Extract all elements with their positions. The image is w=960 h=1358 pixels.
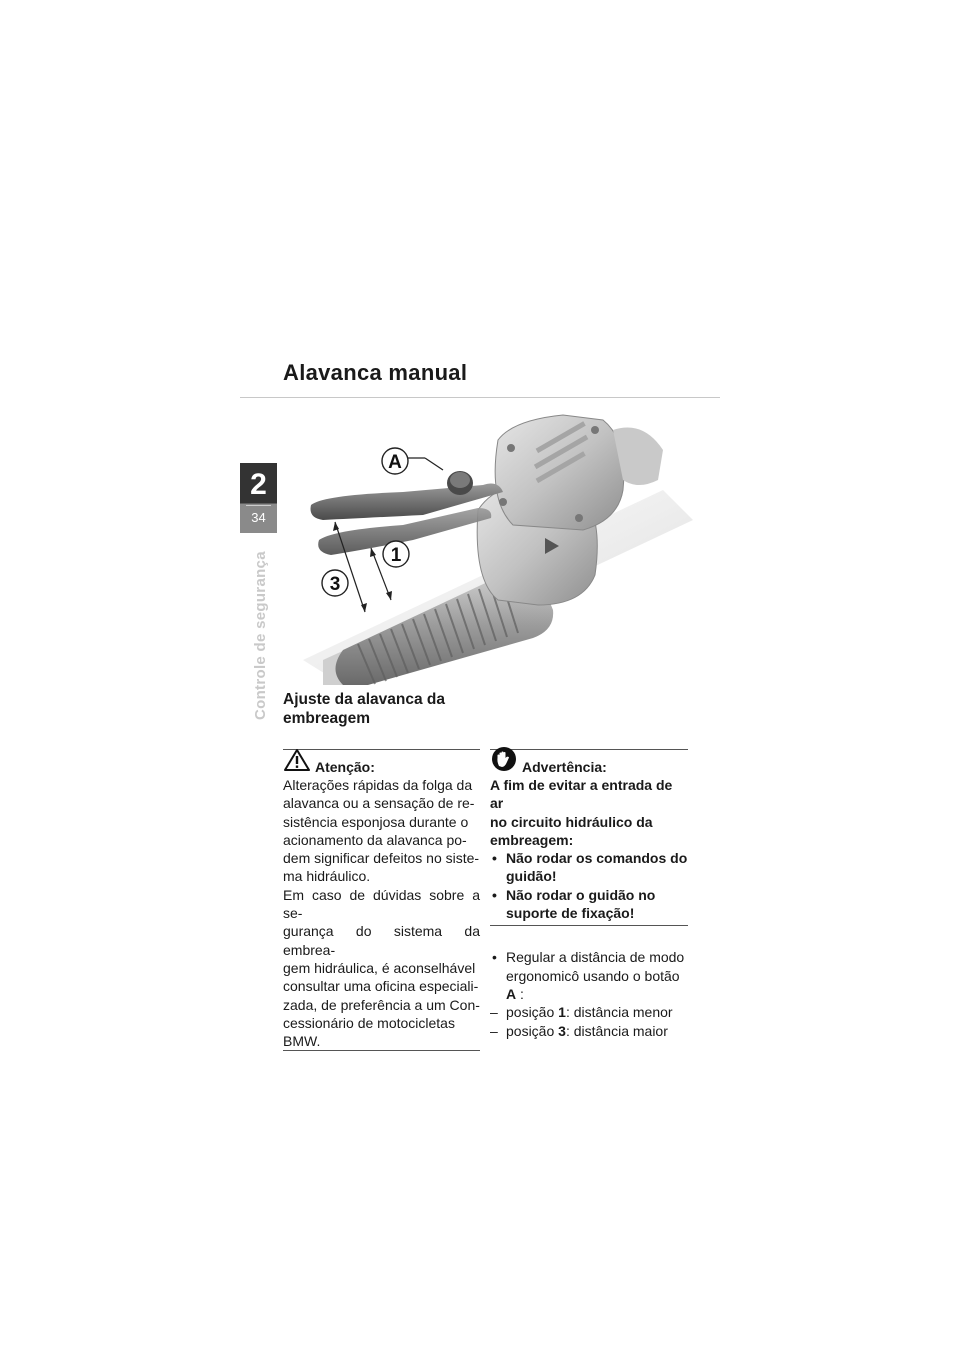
chapter-tab: [240, 463, 277, 533]
instruction-text: Regular a distância de modo ergonomicô usando o botão: [506, 949, 685, 984]
position-text: : distância menor: [565, 1004, 673, 1021]
chapter-side-label: Controle de segurança: [252, 551, 269, 720]
callout-a: [382, 448, 408, 474]
handlebar-illustration: [283, 400, 720, 685]
chapter-number: 2: [250, 468, 267, 501]
warning-list-item: • Não rodar os comandos do guidão!: [490, 849, 688, 886]
warning-intro-line: embreagem:: [490, 831, 574, 848]
position-item: [490, 1022, 688, 1040]
position-prefix: posição: [506, 1022, 559, 1039]
warning-list-item: • Não rodar o guidão no suporte de fixação!: [490, 886, 688, 923]
position-key: 1: [558, 1004, 566, 1021]
adjuster-knob: [447, 471, 473, 495]
page-title: Alavanca manual: [283, 360, 468, 385]
warning-intro-line: A fim de evitar a entrada de ar: [490, 777, 673, 812]
warning-label: Advertência:: [522, 759, 607, 775]
position-item: [490, 1003, 688, 1021]
callout-1-label: 1: [390, 545, 402, 566]
warning-intro: [490, 776, 688, 849]
attention-line: gem hidráulica, é aconselhável: [283, 959, 476, 976]
warning-column: [490, 749, 688, 1040]
position-text: : distância maior: [565, 1022, 668, 1039]
page-number: 34: [251, 510, 266, 525]
attention-line: acionamento da alavanca po-: [283, 831, 467, 848]
clutch-lever: [311, 484, 504, 555]
attention-line: alavanca ou a sensação de re-: [283, 795, 475, 812]
attention-line: consultar uma oficina especiali-: [283, 978, 479, 995]
attention-line: zada, de preferência a um Con-: [283, 996, 480, 1013]
position-list: [490, 1003, 688, 1040]
stop-hand-icon: [490, 746, 518, 776]
attention-box: [283, 749, 480, 1051]
attention-bottom-rule: [283, 1050, 480, 1051]
chapter-divider: [246, 505, 271, 506]
attention-line: Alterações rápidas da folga da: [283, 777, 473, 793]
attention-line: cessionário de motocicletas: [283, 1014, 455, 1031]
attention-line: sistência esponjosa durante o: [283, 813, 469, 830]
instruction-key: A: [506, 985, 517, 1002]
attention-line: BMW.: [283, 1033, 321, 1050]
attention-text: [283, 776, 480, 1050]
warning-intro-line: no circuito hidráulico da: [490, 813, 653, 830]
instruction-item: [490, 948, 688, 1003]
attention-line: Em caso de dúvidas sobre a se-: [283, 886, 480, 922]
callout-3-label: 3: [329, 574, 341, 595]
callout-3: [322, 570, 348, 596]
handlebar-lever-figure: [283, 400, 720, 685]
warning-triangle-icon: [283, 748, 311, 776]
warning-list: [490, 849, 688, 922]
attention-line: gurança do sistema da embrea-: [283, 923, 480, 958]
position-prefix: posição: [506, 1004, 559, 1021]
section-heading: Ajuste da alavanca da embreagem: [283, 691, 445, 727]
attention-line: dem significar defeitos no siste-: [283, 850, 480, 867]
instruction-list: [490, 948, 688, 1003]
attention-label: Atenção:: [315, 759, 375, 775]
callout-1: [383, 541, 409, 567]
instruction-tail: :: [516, 985, 524, 1002]
callout-a-label: A: [388, 452, 402, 473]
attention-line: ma hidráulico.: [283, 868, 371, 885]
position-key: 3: [558, 1022, 566, 1039]
title-divider: [240, 397, 720, 398]
